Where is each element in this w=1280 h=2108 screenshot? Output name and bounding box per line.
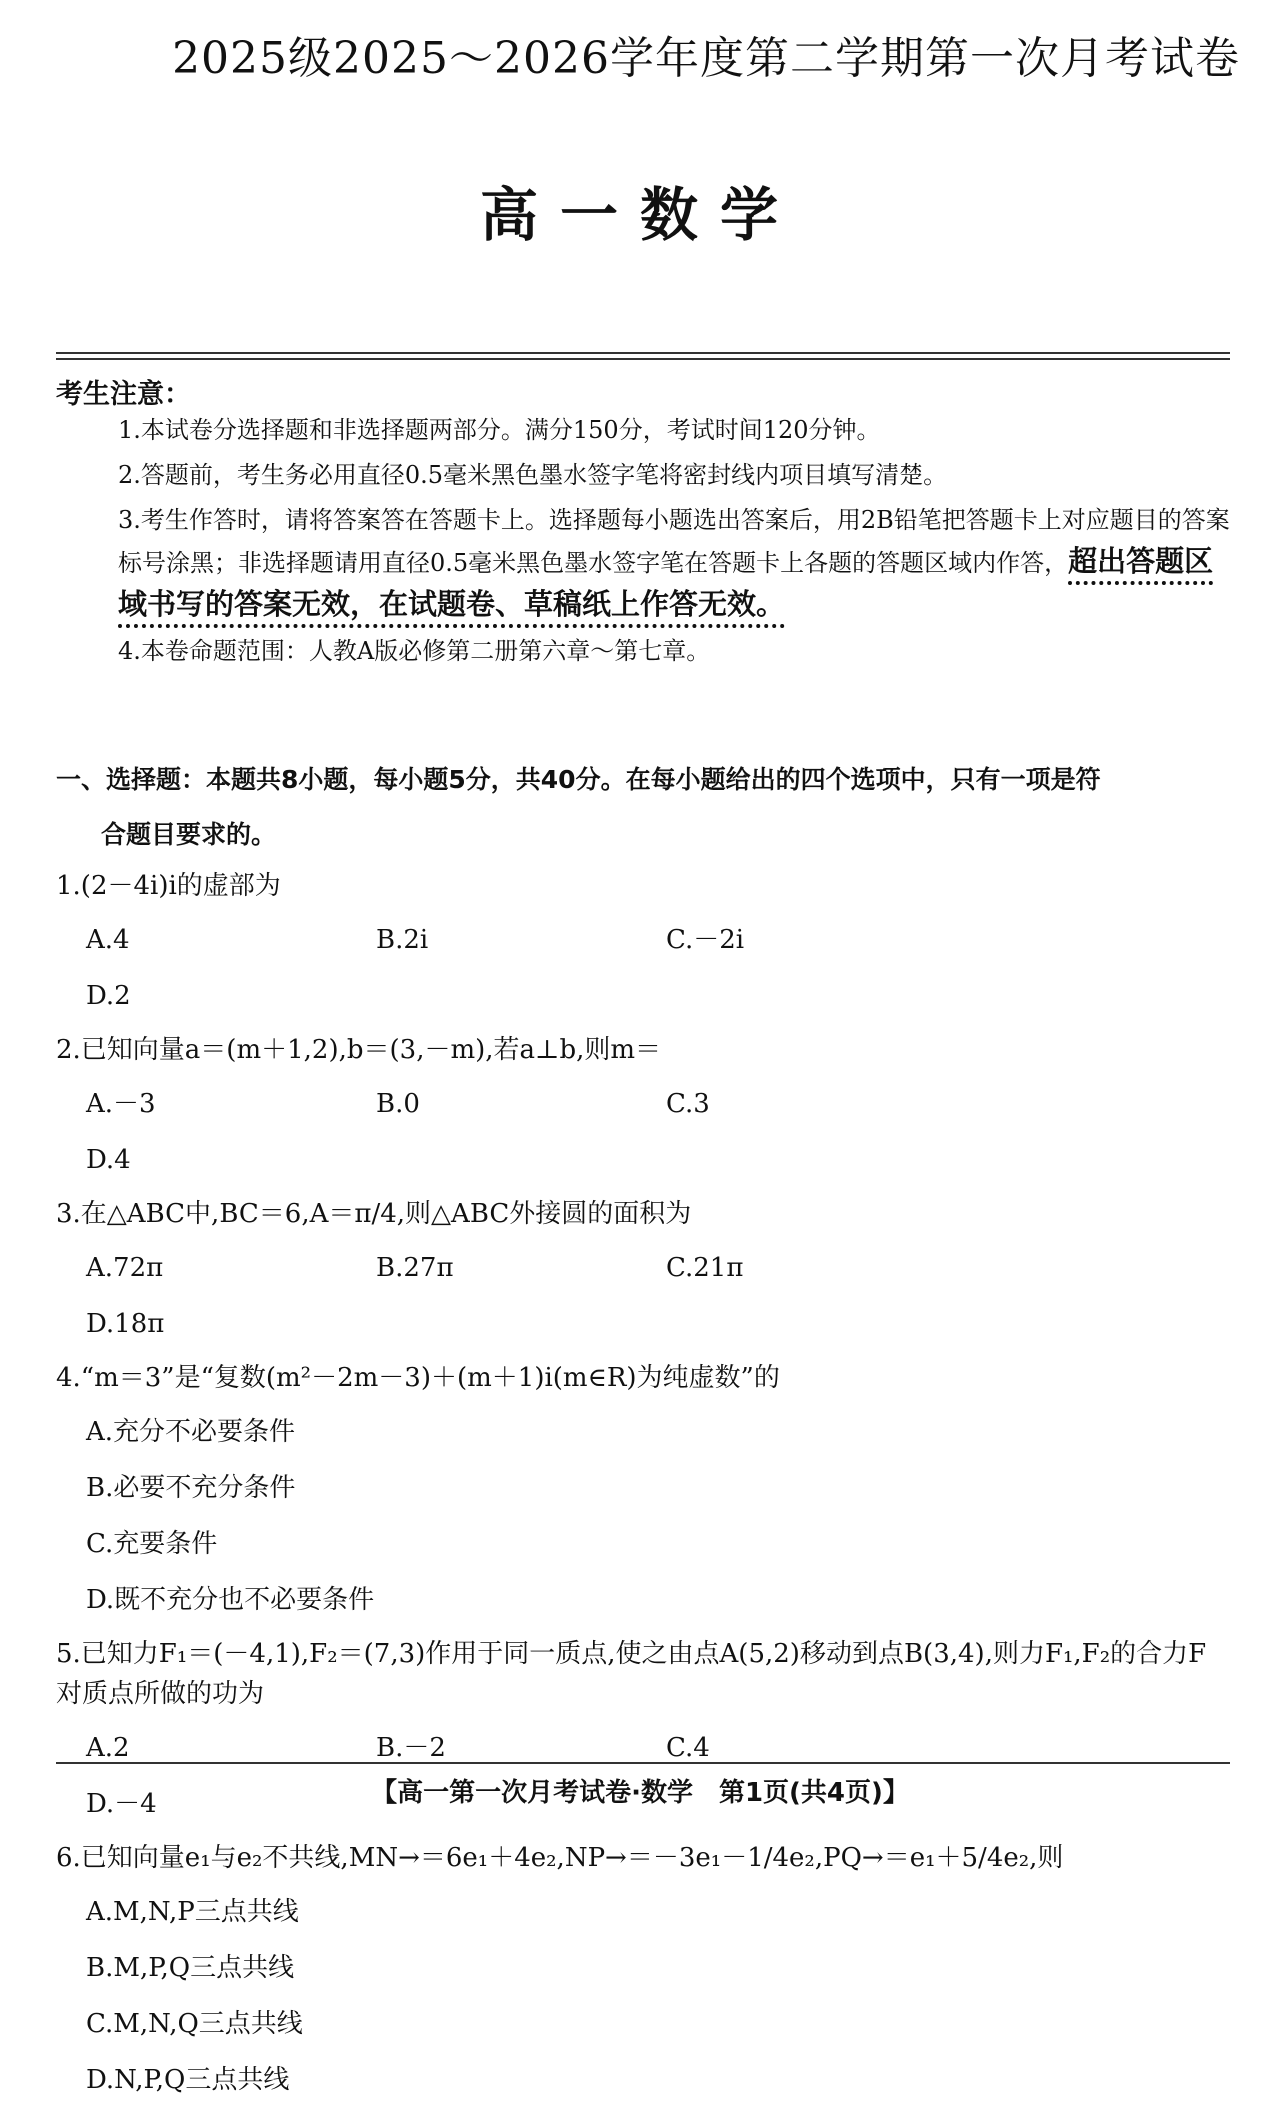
option-b: B.0 — [376, 1089, 420, 1119]
option-c: C.充要条件 — [86, 1529, 218, 1559]
footer-divider — [56, 1762, 1230, 1764]
question-stem: 3.在△ABC中,BC＝6,A＝π/4,则△ABC外接圆的面积为 — [56, 1199, 692, 1229]
option-d: D.2 — [86, 981, 131, 1011]
option-a: A.72π — [86, 1253, 164, 1283]
question-3 — [56, 1188, 1230, 1352]
option-d: D.N,P,Q三点共线 — [86, 2065, 290, 2095]
notice-item-1: 1.本试卷分选择题和非选择题两部分。满分150分，考试时间120分钟。 — [118, 416, 881, 444]
question-stem: 1.(2－4i)i的虚部为 — [56, 871, 281, 901]
option-b: B.27π — [376, 1253, 454, 1283]
section-heading — [56, 752, 1230, 862]
option-c: C.4 — [666, 1733, 710, 1763]
option-a: A.－3 — [86, 1089, 156, 1119]
question-1 — [56, 860, 1230, 1024]
option-d: D.既不充分也不必要条件 — [86, 1585, 375, 1615]
page-footer: 【高一第一次月考试卷·数学 第1页(共4页)】 — [371, 1778, 909, 1808]
option-a: A.M,N,P三点共线 — [86, 1897, 299, 1927]
notice-item-2: 2.答题前，考生务必用直径0.5毫米黑色墨水签字笔将密封线内项目填写清楚。 — [118, 461, 948, 489]
option-d: D.－4 — [86, 1789, 157, 1819]
notice-item-3-text: 3.考生作答时，请将答案答在答题卡上。选择题每小题选出答案后，用2B铅笔把答题卡上对应题目的答案标号涂黑；非选择题请用直径0.5毫米黑色墨水签字笔在答题卡上各题的答题区域内作答， — [118, 506, 1230, 577]
option-d: D.4 — [86, 1145, 131, 1175]
question-6 — [56, 1832, 1230, 2108]
section-line-2: 合题目要求的。 — [101, 820, 277, 849]
notice-item-3 — [118, 500, 1230, 627]
question-stem: 5.已知力F₁＝(－4,1),F₂＝(7,3)作用于同一质点,使之由点A(5,2)移动到点B(3,4),则力F₁,F₂的合力F对质点所做的功为 — [56, 1639, 1207, 1709]
notice-heading: 考生注意： — [56, 379, 191, 410]
option-c: C.21π — [666, 1253, 744, 1283]
option-d: D.18π — [86, 1309, 165, 1339]
option-c: C.M,N,Q三点共线 — [86, 2009, 303, 2039]
option-a: A.充分不必要条件 — [86, 1417, 296, 1447]
subject-title: 高一数学 — [479, 181, 800, 249]
option-b: B.2i — [376, 925, 429, 955]
question-4 — [56, 1352, 1230, 1628]
option-b: B.M,P,Q三点共线 — [86, 1953, 295, 1983]
option-c: C.－2i — [666, 925, 745, 955]
option-c: C.3 — [666, 1089, 710, 1119]
divider — [56, 352, 1230, 360]
exam-title: 2025级2025～2026学年度第二学期第一次月考试卷 — [172, 33, 1240, 84]
question-stem: 2.已知向量a＝(m＋1,2),b＝(3,－m),若a⊥b,则m＝ — [56, 1035, 662, 1065]
option-a: A.2 — [86, 1733, 130, 1763]
notice-list — [118, 410, 1230, 676]
question-stem: 4.“m＝3”是“复数(m²－2m－3)＋(m＋1)i(m∈R)为纯虚数”的 — [56, 1363, 780, 1393]
option-a: A.4 — [86, 925, 130, 955]
notice-item-4: 4.本卷命题范围：人教A版必修第二册第六章～第七章。 — [118, 637, 711, 665]
question-2 — [56, 1024, 1230, 1188]
option-b: B.－2 — [376, 1733, 446, 1763]
question-stem: 6.已知向量e₁与e₂不共线,MN→＝6e₁＋4e₂,NP→＝－3e₁－1/4e₂,PQ→＝e₁＋5/4e₂,则 — [56, 1843, 1064, 1873]
option-b: B.必要不充分条件 — [86, 1473, 296, 1503]
notice-item-3-emphasis: 超出答题区域书写的答案无效，在试题卷、草稿纸上作答无效。 — [118, 544, 1213, 628]
section-line-1: 一、选择题：本题共8小题，每小题5分，共40分。在每小题给出的四个选项中，只有一项是符 — [56, 765, 1101, 794]
question-list — [56, 860, 1230, 2108]
